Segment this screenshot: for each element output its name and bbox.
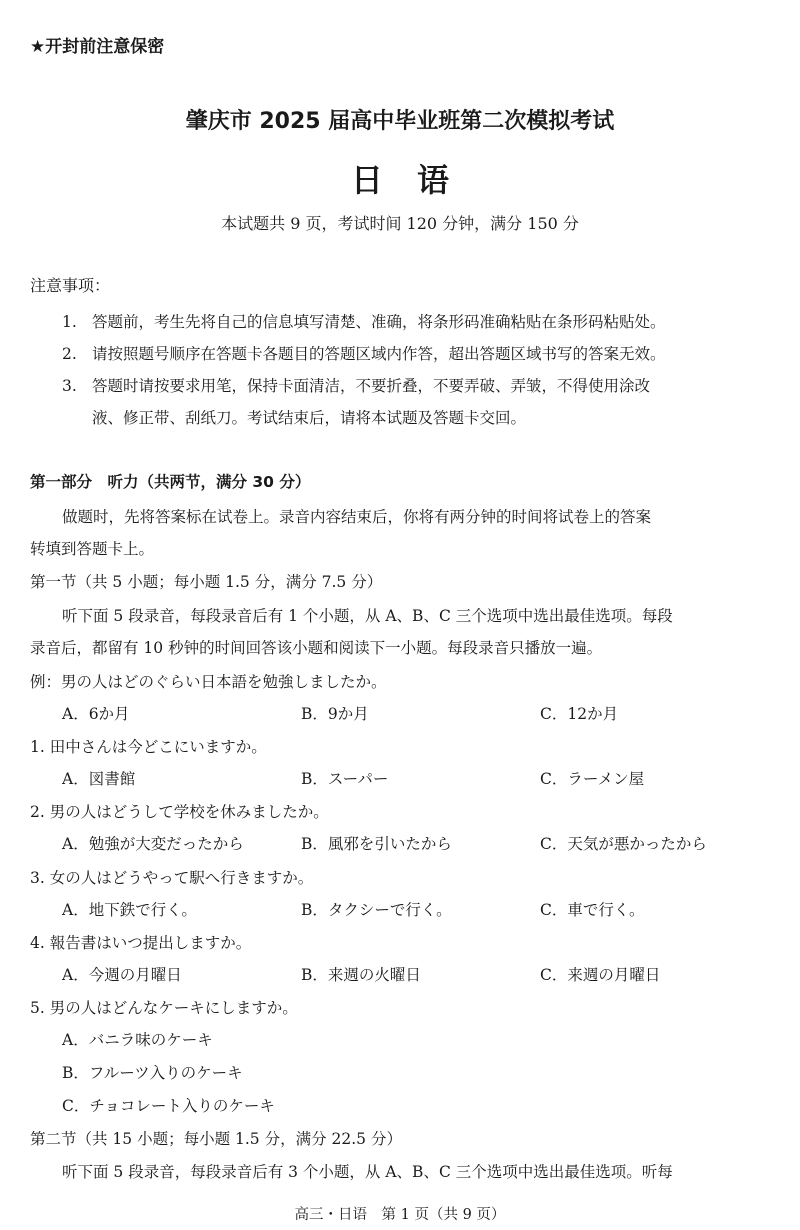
question-3: 3. 女の人はどうやって駅へ行きますか。 [30,869,314,887]
part1-intro-cont: 转填到答题卡上。 [30,540,155,558]
exam-title: 肇庆市 2025 届高中毕业班第二次模拟考试 [185,109,615,134]
notes-heading: 注意事项： [30,276,111,295]
subject-title: 日语 [350,161,483,199]
note-text: 答题时请按要求用笔，保持卡面清洁，不要折叠，不要弄破、弄皱，不得使用涂改 [92,377,651,395]
question-4: 4. 報告書はいつ提出しますか。 [30,934,252,952]
q1-option-a: A．図書館 [62,770,136,788]
q4-option-a: A．今週の月曜日 [62,966,182,984]
part1-intro: 做题时，先将答案标在试卷上。录音内容结束后，你将有两分钟的时间将试卷上的答案 [62,508,652,526]
q3-option-b: B．タクシーで行く。 [301,901,452,919]
q3-option-a: A．地下鉄で行く。 [62,901,197,919]
q2-option-c: C．天気が悪かったから [540,835,707,853]
q2-option-b: B．風邪を引いたから [301,835,452,853]
section2-heading: 第二节（共 15 小题；每小题 1.5 分，满分 22.5 分） [30,1130,402,1148]
question-1: 1. 田中さんは今どこにいますか。 [30,738,267,756]
note-number: 3. [62,377,77,395]
example-option-c: C．12か月 [540,705,619,723]
q3-option-c: C．車で行く。 [540,901,645,919]
section1-instructions-cont: 录音后，都留有 10 秒钟的时间回答该小题和阅读下一小题。每段录音只播放一遍。 [30,639,603,657]
part1-heading: 第一部分 听力（共两节，满分 30 分） [30,473,311,491]
q1-option-c: C．ラーメン屋 [540,770,645,788]
note-item [62,374,650,396]
example-question: 例：男の人はどのぐらい日本語を勉強しましたか。 [30,673,387,691]
q5-option-a: A．バニラ味のケーキ [62,1031,213,1049]
example-option-b: B．9か月 [301,705,369,723]
note-text: 请按照题号顺序在答题卡各题目的答题区域内作答，超出答题区域书写的答案无效。 [92,345,666,363]
confidential-mark: ★开封前注意保密 [30,37,165,57]
exam-info: 本试题共 9 页，考试时间 120 分钟，满分 150 分 [221,214,579,233]
note-text-continued: 液、修正带、刮纸刀。考试结束后，请将本试题及答题卡交回。 [92,409,527,427]
section1-instructions: 听下面 5 段录音，每段录音后有 1 个小题，从 A、B、C 三个选项中选出最佳选项。每段 [62,607,673,625]
section2-instructions: 听下面 5 段录音，每段录音后有 3 个小题，从 A、B、C 三个选项中选出最佳选项。听每 [62,1163,673,1181]
q5-option-c: C．チョコレート入りのケーキ [62,1097,275,1115]
q4-option-b: B．来週の火曜日 [301,966,421,984]
note-number: 1. [62,313,77,331]
question-5: 5. 男の人はどんなケーキにしますか。 [30,999,298,1017]
q5-option-b: B．フルーツ入りのケーキ [62,1064,243,1082]
section1-heading: 第一节（共 5 小题；每小题 1.5 分，满分 7.5 分） [30,573,383,591]
question-2: 2. 男の人はどうして学校を休みましたか。 [30,803,329,821]
page-footer: 高三・日语 第 1 页（共 9 页） [294,1207,506,1223]
note-item [62,342,666,364]
q2-option-a: A．勉強が大変だったから [62,835,244,853]
note-item [62,310,666,332]
q1-option-b: B．スーパー [301,770,389,788]
note-text: 答题前，考生先将自己的信息填写清楚、准确，将条形码准确粘贴在条形码粘贴处。 [92,313,666,331]
note-number: 2. [62,345,77,363]
q4-option-c: C．来週の月曜日 [540,966,661,984]
example-option-a: A．6か月 [62,705,130,723]
